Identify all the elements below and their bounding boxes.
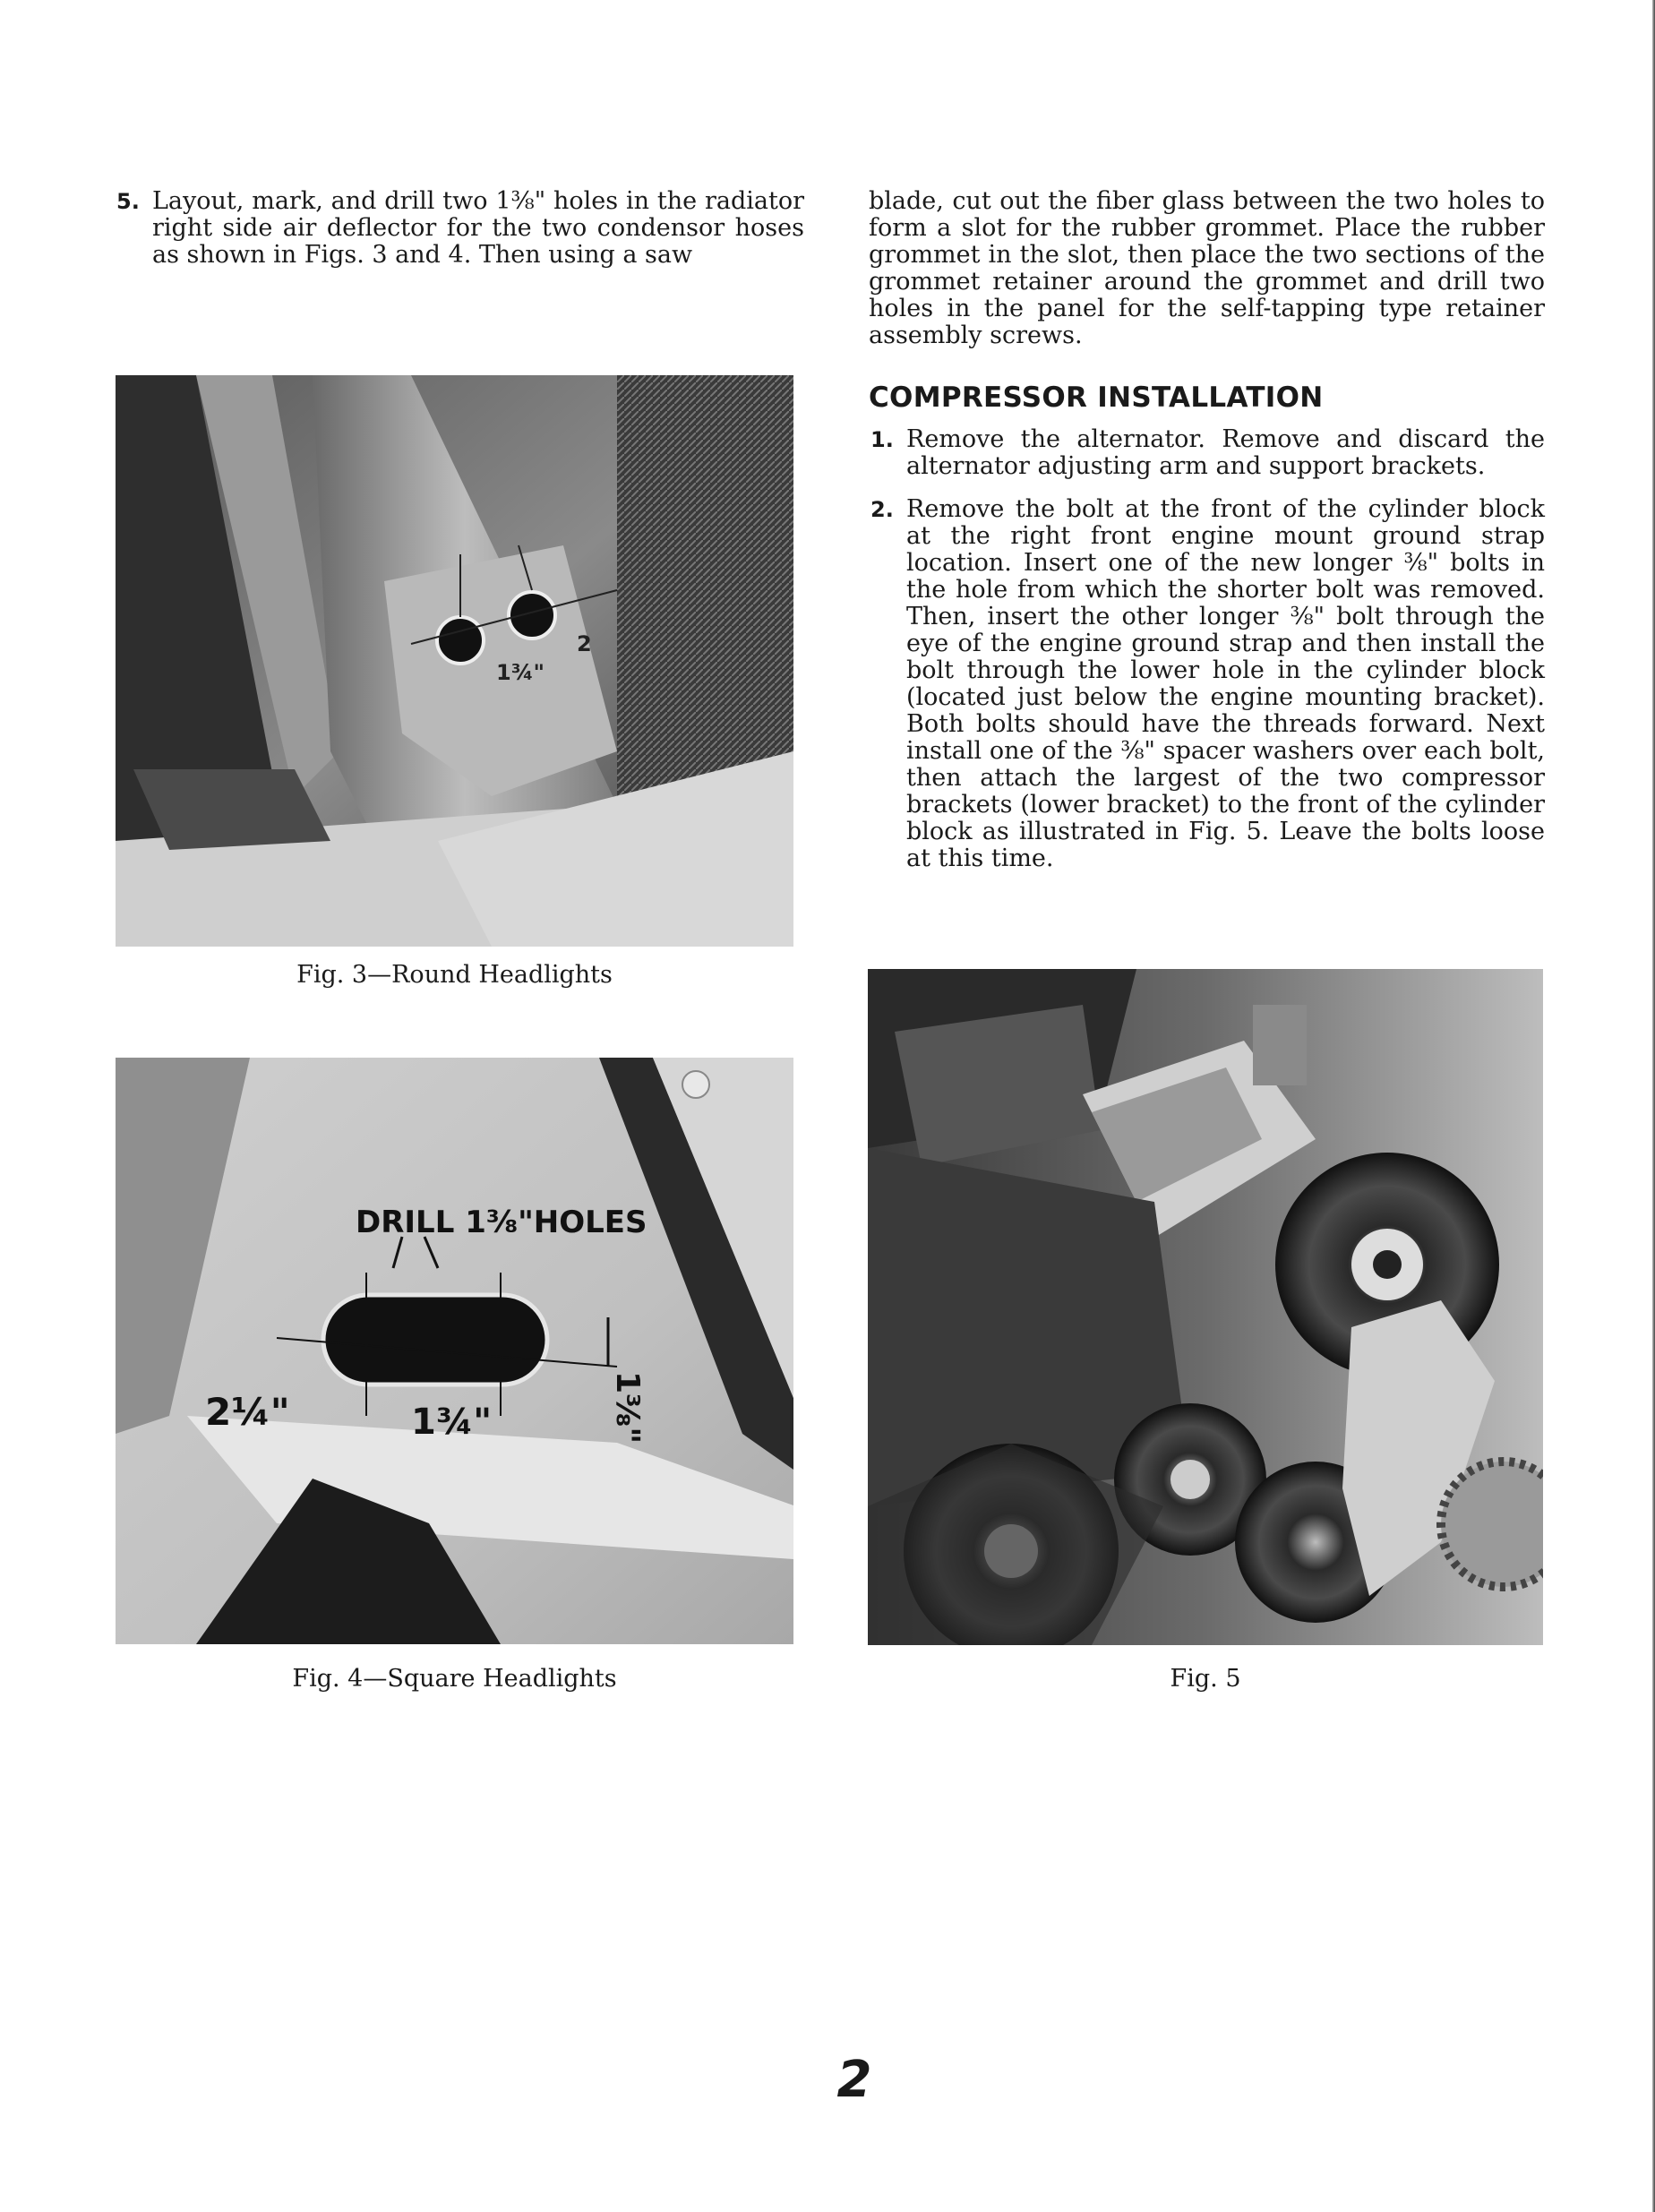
right-column (869, 188, 1545, 872)
page-number: 2 (836, 2051, 872, 2109)
step-text: Remove the alternator. Remove and discard the alternator adjusting arm and support brackets. (906, 425, 1545, 480)
continuation-paragraph: blade, cut out the fiber glass between the two holes to form a slot for the rubber grommet. Place the rubber grommet in the slot, then place the two sections of the grommet retainer around the grommet and drill two holes in the panel for the self-tapping type retainer assembly screws. (869, 187, 1545, 349)
fig4-caption: Fig. 4—Square Headlights (292, 1665, 617, 1693)
step-number: 2. (870, 497, 894, 522)
step-5 (115, 188, 804, 269)
step-text: Layout, mark, and drill two 1⅜" holes in the radiator right side air deflector for the two condensor hoses as shown in Figs. 3 and 4. Then using a saw (152, 187, 804, 269)
fig5-caption: Fig. 5 (1170, 1665, 1241, 1693)
step-2 (869, 496, 1545, 872)
fig3-dim-a: 1¾" (496, 660, 545, 685)
step-number: 5. (116, 189, 140, 214)
fig4-dim-mid: 1¾" (411, 1402, 493, 1443)
step-text: Remove the bolt at the front of the cylinder block at the right front engine mount ground strap location. Insert one of the new longer ⅜" bolts in the hole from which the shorter bolt was removed. Then, insert the other longer ⅜" bolt through the eye of the engine ground strap and then install the bolt through the lower hole in the cylinder block (located just below the engine mounting bracket). Both bolts should have the threads forward. Next install one of the ⅜" spacer washers over each bolt, then attach the largest of the two compressor brackets (lower bracket) to the front of the cylinder block as illustrated in Fig. 5. Leave the bolts loose at this time. (906, 495, 1545, 872)
fig3-dim-b: 2 (577, 631, 592, 656)
fig4-drill-label: DRILL 1⅜"HOLES (356, 1205, 647, 1240)
fig3-photo (116, 375, 793, 947)
left-column (115, 188, 804, 269)
fig3-caption: Fig. 3—Round Headlights (296, 961, 613, 989)
fig4-dim-right: 1⅜" (609, 1371, 646, 1445)
fig4-photo (116, 1058, 793, 1644)
section-heading: COMPRESSOR INSTALLATION (869, 382, 1324, 414)
fig5-photo-drawing (868, 969, 1543, 1645)
fig3-photo-drawing (116, 375, 793, 947)
fig4-photo-drawing (116, 1058, 793, 1644)
step-number: 1. (870, 427, 894, 452)
step-1 (869, 426, 1545, 480)
fig4-dim-left: 2¼" (205, 1390, 290, 1434)
fig5-photo (868, 969, 1543, 1645)
